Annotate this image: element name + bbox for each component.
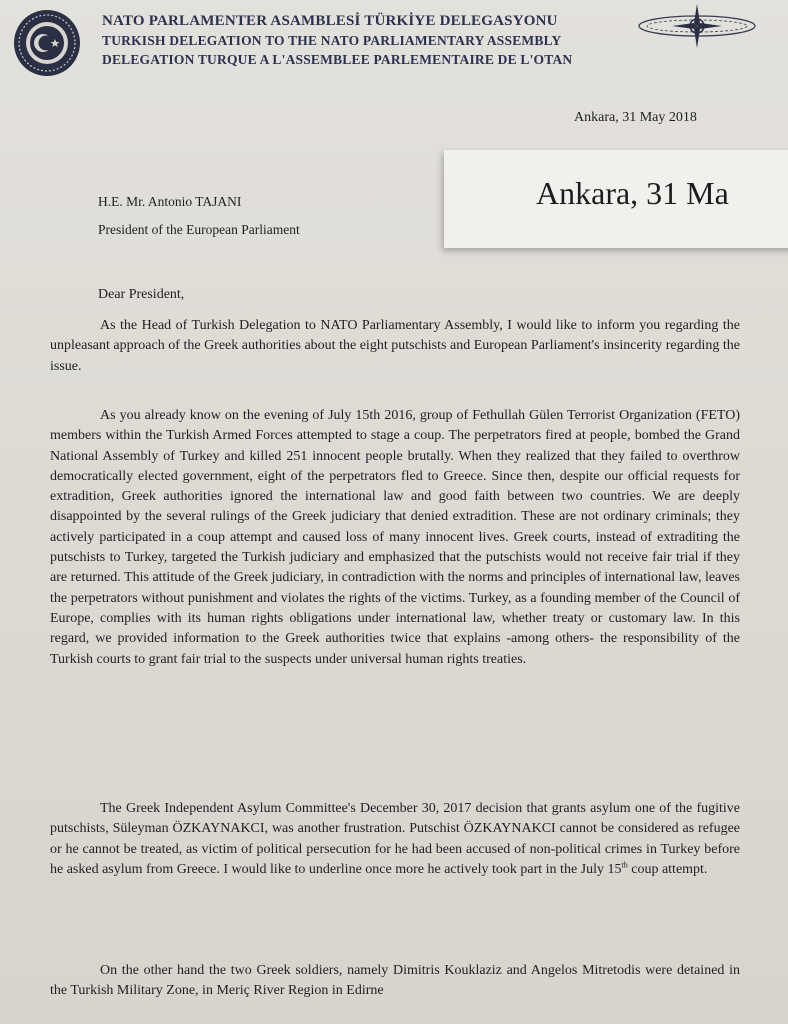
july15-suffix: coup attempt. <box>627 861 708 877</box>
salutation: Dear President, <box>98 287 185 302</box>
letterhead-french: DELEGATION TURQUE A L'ASSEMBLEE PARLEMENTAIRE DE L'OTAN <box>102 52 573 67</box>
letterhead-turkish: NATO PARLAMENTER ASAMBLESİ TÜRKİYE DELEGASYONU <box>102 13 558 29</box>
date-zoom-overlay <box>444 150 788 248</box>
letterhead <box>102 12 634 69</box>
letter-date: Ankara, 31 May 2018 <box>574 110 697 125</box>
july15-prefix: July 15 <box>580 861 622 877</box>
paragraph-greek-soldiers: On the other hand the two Greek soldiers, namely Dimitris Kouklaziz and Angelos Mitretodis were detained in the Turkish Military Zone, in Meriç River Region in Edirne <box>50 963 740 999</box>
paragraph-asylum-text: The Greek Independent Asylum Committee's December 30, 2017 decision that grants asylum one of the fugitive putschists, Süleyman ÖZKAYNAKCI, was another frustration. Putschist ÖZKAYNAKCI cannot be considered as refugee or he cannot be treated, as victim of political persecution for he had been accused of non-political crimes in Turkey before he asked asylum from Greece. I would like to underline once more he actively took part in the <box>50 801 740 877</box>
paragraph-intro: As the Head of Turkish Delegation to NATO Parliamentary Assembly, I would like to inform you regarding the unpleasant approach of the Greek authorities about the eight putschists and European Parliament's insincerity regarding the issue. <box>50 318 740 374</box>
ordinal-suffix: th <box>621 860 628 870</box>
date-zoom-text: Ankara, 31 Ma <box>536 175 729 211</box>
letterhead-english: TURKISH DELEGATION TO THE NATO PARLIAMENTARY ASSEMBLY <box>102 33 562 48</box>
recipient-title: President of the European Parliament <box>98 222 300 237</box>
paragraph-coup-background: As you already know on the evening of July 15th 2016, group of Fethullah Gülen Terrorist Organization (FETO) members within the Turkish Armed Forces attempted to stage a coup. The perpetrators fired at people, bombed the Grand National Assembly of Turkey and killed 251 innocent people brutally. When they realized that they failed to overthrow democratically elected government, eight of the perpetrators fled to Greece. Since then, despite our official requests for extradition, Greek authorities ignored the international law and good faith between two countries. We are deeply disappointed by the several rulings of the Greek judiciary that denied extradition. These are not ordinary criminals; they actively participated in a coup attempt and caused loss of many innocent lives. Greek courts, instead of extraditing the putschists to Turkey, targeted the Turkish judiciary and emphasized that the putschists would not receive fair trial if they are returned. This attitude of the Greek judiciary, in contradiction with the norms and principles of international law, leaves the perpetrators without punishment and violates the rights of the victims. Turkey, as a founding member of the Council of Europe, complies with its human rights obligations under international law, whether treaty or customary law. In this regard, we provided information to the Greek authorities twice that explains -among others- the responsibility of the Turkish courts to grant fair trial to the suspects under universal human rights treaties. <box>50 408 740 667</box>
turkish-parliament-seal-icon <box>12 8 82 78</box>
nato-compass-emblem-icon <box>636 2 758 50</box>
recipient-name: H.E. Mr. Antonio TAJANI <box>98 194 242 209</box>
paragraph-asylum-decision <box>50 799 740 880</box>
recipient-address <box>98 188 300 244</box>
